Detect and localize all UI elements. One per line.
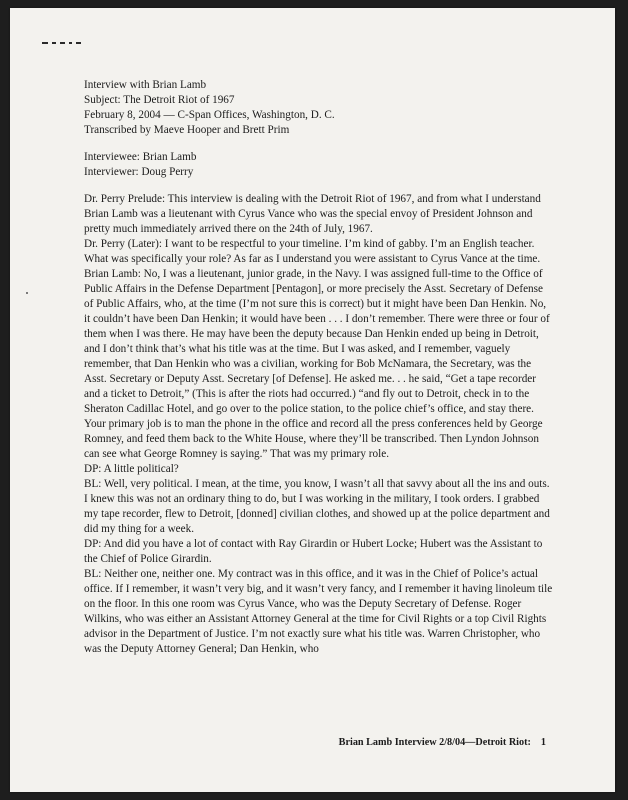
paragraph-lamb-answer: Brian Lamb: No, I was a lieutenant, junior grade, in the Navy. I was assigned full-time to the Office of Public Affairs in the Defense Department [Pentagon], or more precisely the Asst. Secretary of Defense of Public Affairs, who, at the time (I’m not sure this is correct) but it might have been Dan Henkin. No, it couldn’t have been Dan Henkin; it would have been . . . I don’t remember. There were three or four of them when I was there. He may have been the deputy because Dan Henkin ended up being in Detroit, and I don’t think that’s what his title was at the time. But I was asked, and I remember, vaguely remember, that Dan Henkin who was a civilian, working for Bob McNamara, the Secretary, was the Asst. Secretary or Deputy Asst. Secretary [of Defense]. He asked me. . . he said, “Get a tape recorder and a ticket to Detroit,” (This is after the riots had occurred.) “and fly out to Detroit, check in to the Sheraton Cadillac Hotel, and go over to the police station, to the police chief’s office, and stay there. Your primary job is to man the phone in the office and record all the press conferences held by George Romney, and feed them back to the White House, where they’ll be transcribed. Then Lyndon Johnson can see what George Romney is saying.” That was my primary role. [84,268,550,460]
transcript-body [84,78,554,657]
paragraph-bl-neither: BL: Neither one, neither one. My contract was in this office, and it was in the Chief of Police’s actual office. If I remember, it wasn’t very big, and it wasn’t very fancy, and I remember it having linoleum tile on the floor. In this one room was Cyrus Vance, who was the Deputy Secretary of Defense. Roger Wilkins, who was either an Assistant Attorney General at the time for Civil Rights or a top Civil Rights advisor in the Department of Justice. I’m not exactly sure what his title was. Warren Christopher, who was the Deputy Attorney General; Dan Henkin, who [84,568,553,655]
header-title: Interview with Brian Lamb [84,79,207,91]
paragraph-dp-contact: DP: And did you have a lot of contact with Ray Girardin or Hubert Locke; Hubert was the Assistant to the Chief of Police Girardin. [84,538,543,565]
running-title: Brian Lamb Interview 2/8/04—Detroit Riot: [338,737,531,748]
participants [84,150,554,180]
header-transcribers: Transcribed by Maeve Hooper and Brett Prim [84,124,290,136]
scan-speck [26,292,28,294]
paragraph-perry-question: Dr. Perry (Later): I want to be respectful to your timeline. I’m kind of gabby. I’m an English teacher. What was specifically your role? As far as I understand you were assistant to Cyrus Vance at the time. [84,238,541,265]
paragraph-prelude: Dr. Perry Prelude: This interview is dealing with the Detroit Riot of 1967, and from what I understand Brian Lamb was a lieutenant with Cyrus Vance who was the special envoy of President Johnson and pretty much immediately arrived there on the 24th of July, 1967. [84,193,541,235]
paragraph-bl-political: BL: Well, very political. I mean, at the time, you know, I wasn’t all that savvy about all the ins and outs. I knew this was not an ordinary thing to do, but I was working in the military, I took orders. I grabbed my tape recorder, flew to Detroit, [donned] civilian clothes, and showed up at the police department and did my thing for a week. [84,478,550,535]
page-footer [84,737,546,748]
document-header [84,78,554,138]
binder-mark [42,42,82,44]
header-date-location: February 8, 2004 — C-Span Offices, Washington, D. C. [84,109,335,121]
interviewer: Interviewer: Doug Perry [84,166,194,178]
paragraph-dp-political: DP: A little political? [84,463,179,475]
interviewee: Interviewee: Brian Lamb [84,151,197,163]
header-subject: Subject: The Detroit Riot of 1967 [84,94,235,106]
page-number: 1 [540,737,546,748]
